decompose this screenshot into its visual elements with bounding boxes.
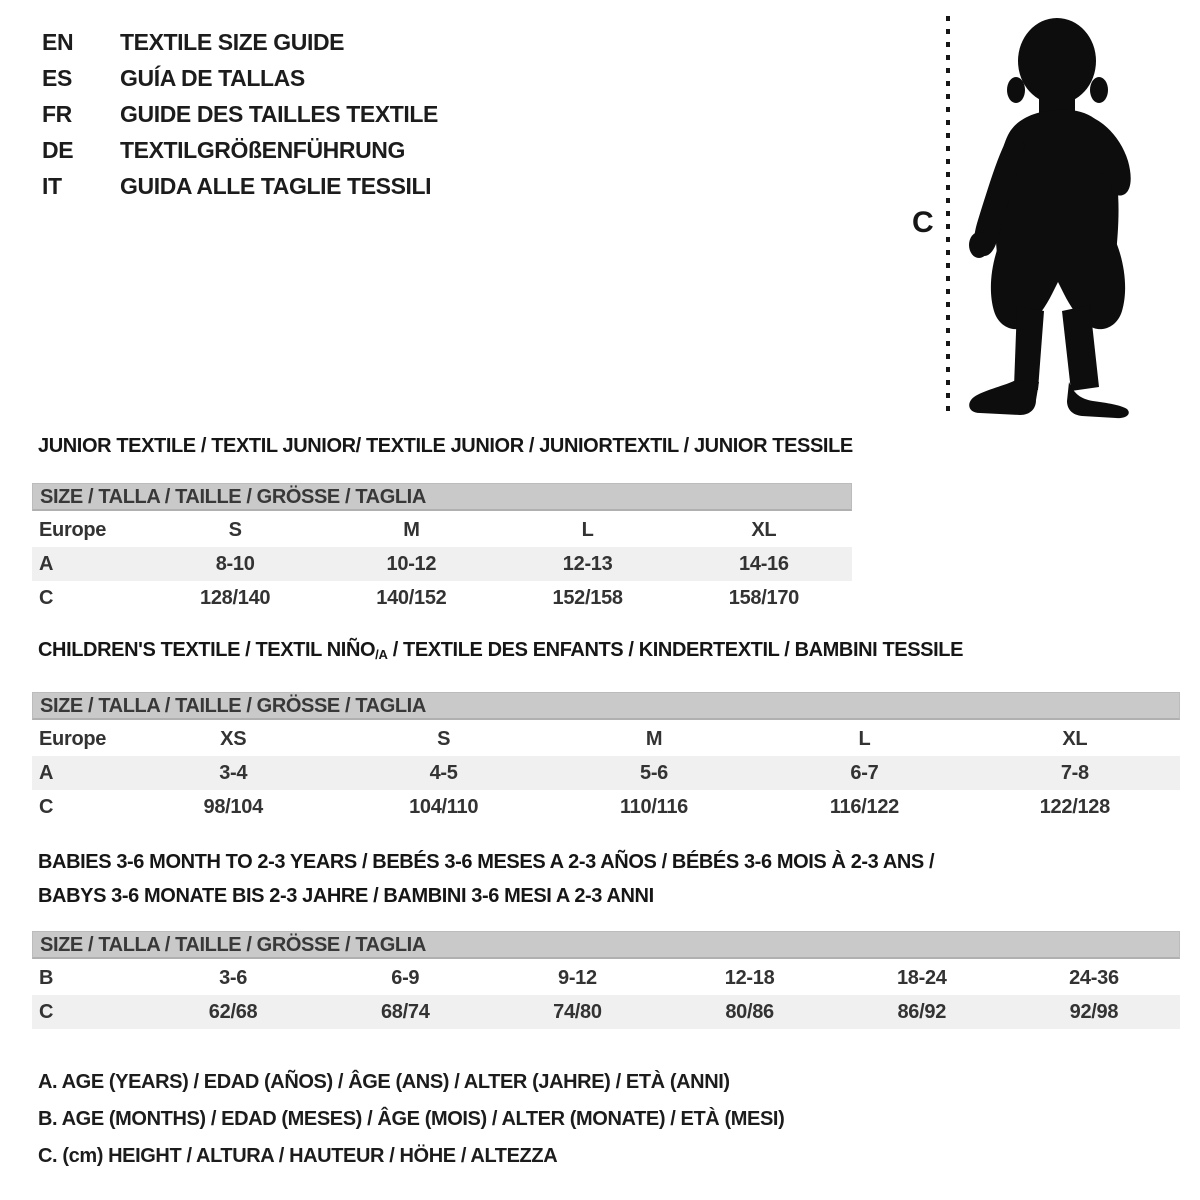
row-label: B bbox=[39, 967, 54, 989]
table-cell: 86/92 bbox=[897, 1001, 947, 1023]
height-dashed-line bbox=[946, 16, 950, 416]
table-cell: 24-36 bbox=[1069, 967, 1119, 989]
silhouette-head bbox=[1018, 18, 1096, 104]
table-cell: L bbox=[858, 728, 871, 750]
size-header-bar: SIZE / TALLA / TAILLE / GRÖSSE / TAGLIA bbox=[32, 931, 1180, 959]
table-row bbox=[32, 961, 1180, 995]
language-row bbox=[42, 24, 438, 60]
row-label: C bbox=[39, 1001, 54, 1023]
table-cell: XL bbox=[751, 519, 777, 541]
table-cell: 110/116 bbox=[620, 796, 689, 818]
section-title-text: JUNIOR TEXTILE / TEXTIL JUNIOR/ TEXTILE JUNIOR / JUNIORTEXTIL / JUNIOR TESSILE bbox=[38, 435, 853, 457]
table-cell: 9-12 bbox=[558, 967, 597, 989]
table-body bbox=[32, 722, 1180, 824]
table-cell: 12-13 bbox=[562, 553, 613, 575]
junior-size-table bbox=[32, 483, 852, 615]
table-cell: 10-12 bbox=[386, 553, 437, 575]
table-cell: S bbox=[437, 728, 451, 750]
section-title-text: BABYS 3-6 MONATE BIS 2-3 JAHRE / BAMBINI 3-6 MESI A 2-3 ANNI bbox=[38, 885, 654, 907]
language-title: GUIDE DES TAILLES TEXTILE bbox=[120, 101, 438, 127]
table-body bbox=[32, 513, 852, 615]
table-cell: XL bbox=[1062, 728, 1088, 750]
size-header-bar: SIZE / TALLA / TAILLE / GRÖSSE / TAGLIA bbox=[32, 483, 852, 511]
table-cell: 98/104 bbox=[203, 796, 263, 818]
table-row bbox=[32, 547, 852, 581]
table-cell: 68/74 bbox=[380, 1001, 430, 1023]
children-size-table bbox=[32, 692, 1180, 824]
table-body bbox=[32, 961, 1180, 1029]
table-cell: 3-4 bbox=[219, 762, 248, 784]
language-title: TEXTILE SIZE GUIDE bbox=[120, 29, 345, 55]
language-row bbox=[42, 168, 438, 204]
table-cell: M bbox=[645, 728, 663, 750]
table-cell: 8-10 bbox=[215, 553, 255, 575]
section-title-subscript: /A bbox=[375, 647, 388, 662]
table-cell: 7-8 bbox=[1060, 762, 1089, 784]
silhouette-leg-left bbox=[1014, 306, 1044, 390]
table-cell: 122/128 bbox=[1039, 796, 1110, 818]
language-code: DE bbox=[42, 137, 74, 163]
table-cell: S bbox=[228, 519, 242, 541]
table-cell: M bbox=[403, 519, 420, 541]
language-title: GUÍA DE TALLAS bbox=[120, 65, 305, 91]
table-cell: 6-9 bbox=[391, 967, 420, 989]
table-row bbox=[32, 722, 1180, 756]
table-cell: 74/80 bbox=[553, 1001, 602, 1023]
section-title-children bbox=[38, 638, 963, 664]
footnote-a: A. AGE (YEARS) / EDAD (AÑOS) / ÂGE (ANS) / ALTER (JAHRE) / ETÀ (ANNI) bbox=[38, 1071, 730, 1093]
table-row bbox=[32, 995, 1180, 1029]
table-row bbox=[32, 756, 1180, 790]
language-code: FR bbox=[42, 101, 72, 127]
footnotes bbox=[38, 1064, 784, 1175]
row-label: A bbox=[39, 762, 54, 784]
language-title: GUIDA ALLE TAGLIE TESSILI bbox=[120, 173, 432, 199]
table-cell: 158/170 bbox=[728, 587, 799, 609]
language-list bbox=[42, 24, 438, 204]
language-row bbox=[42, 96, 438, 132]
silhouette-ear-right bbox=[1090, 77, 1108, 103]
toddler-silhouette-image bbox=[963, 14, 1141, 420]
row-label: C bbox=[39, 796, 54, 818]
table-cell: 6-7 bbox=[850, 762, 879, 784]
table-row bbox=[32, 790, 1180, 824]
table-cell: 92/98 bbox=[1069, 1001, 1119, 1023]
language-code: ES bbox=[42, 65, 72, 91]
section-title-text: / TEXTILE DES ENFANTS / KINDERTEXTIL / BAMBINI TESSILE bbox=[387, 639, 964, 661]
language-code: IT bbox=[42, 173, 62, 199]
height-measure-c-label: C bbox=[912, 206, 934, 239]
section-title-text: BABIES 3-6 MONTH TO 2-3 YEARS / BEBÉS 3-6 MESES A 2-3 AÑOS / BÉBÉS 3-6 MOIS À 2-3 ANS / bbox=[38, 851, 935, 873]
silhouette-ear-left bbox=[1007, 77, 1025, 103]
row-label: C bbox=[39, 587, 54, 609]
table-cell: 62/68 bbox=[208, 1001, 258, 1023]
row-label: Europe bbox=[39, 728, 107, 750]
section-title-text: CHILDREN'S TEXTILE / TEXTIL NIÑO bbox=[38, 639, 376, 661]
silhouette-foot-left bbox=[969, 380, 1039, 415]
silhouette-hand-left bbox=[969, 232, 989, 258]
size-header-bar: SIZE / TALLA / TAILLE / GRÖSSE / TAGLIA bbox=[32, 692, 1180, 720]
table-cell: 18-24 bbox=[896, 967, 947, 989]
table-cell: 3-6 bbox=[219, 967, 248, 989]
silhouette-hand-right bbox=[1094, 173, 1112, 199]
table-row bbox=[32, 581, 852, 615]
language-title: TEXTILGRÖßENFÜHRUNG bbox=[120, 137, 405, 163]
table-cell: 4-5 bbox=[429, 762, 458, 784]
footnote-c: C. (cm) HEIGHT / ALTURA / HAUTEUR / HÖHE / ALTEZZA bbox=[38, 1145, 558, 1167]
row-label: Europe bbox=[39, 519, 107, 541]
table-cell: 152/158 bbox=[552, 587, 623, 609]
table-cell: 14-16 bbox=[739, 553, 789, 575]
table-cell: 140/152 bbox=[376, 587, 447, 609]
table-cell: 104/110 bbox=[409, 796, 479, 818]
table-cell: XS bbox=[220, 728, 247, 750]
table-cell: 12-18 bbox=[724, 967, 775, 989]
babies-size-table bbox=[32, 931, 1180, 1029]
table-cell: L bbox=[581, 519, 594, 541]
language-row bbox=[42, 132, 438, 168]
table-cell: 80/86 bbox=[725, 1001, 774, 1023]
table-cell: 128/140 bbox=[200, 587, 271, 609]
silhouette-shorts bbox=[991, 242, 1125, 329]
language-row bbox=[42, 60, 438, 96]
section-title-junior bbox=[38, 434, 853, 458]
footnote-b: B. AGE (MONTHS) / EDAD (MESES) / ÂGE (MOIS) / ALTER (MONATE) / ETÀ (MESI) bbox=[38, 1108, 785, 1130]
table-cell: 5-6 bbox=[640, 762, 669, 784]
section-title-babies bbox=[38, 845, 1138, 913]
row-label: A bbox=[39, 553, 54, 575]
table-row bbox=[32, 513, 852, 547]
language-code: EN bbox=[42, 29, 74, 55]
table-cell: 116/122 bbox=[829, 796, 899, 818]
